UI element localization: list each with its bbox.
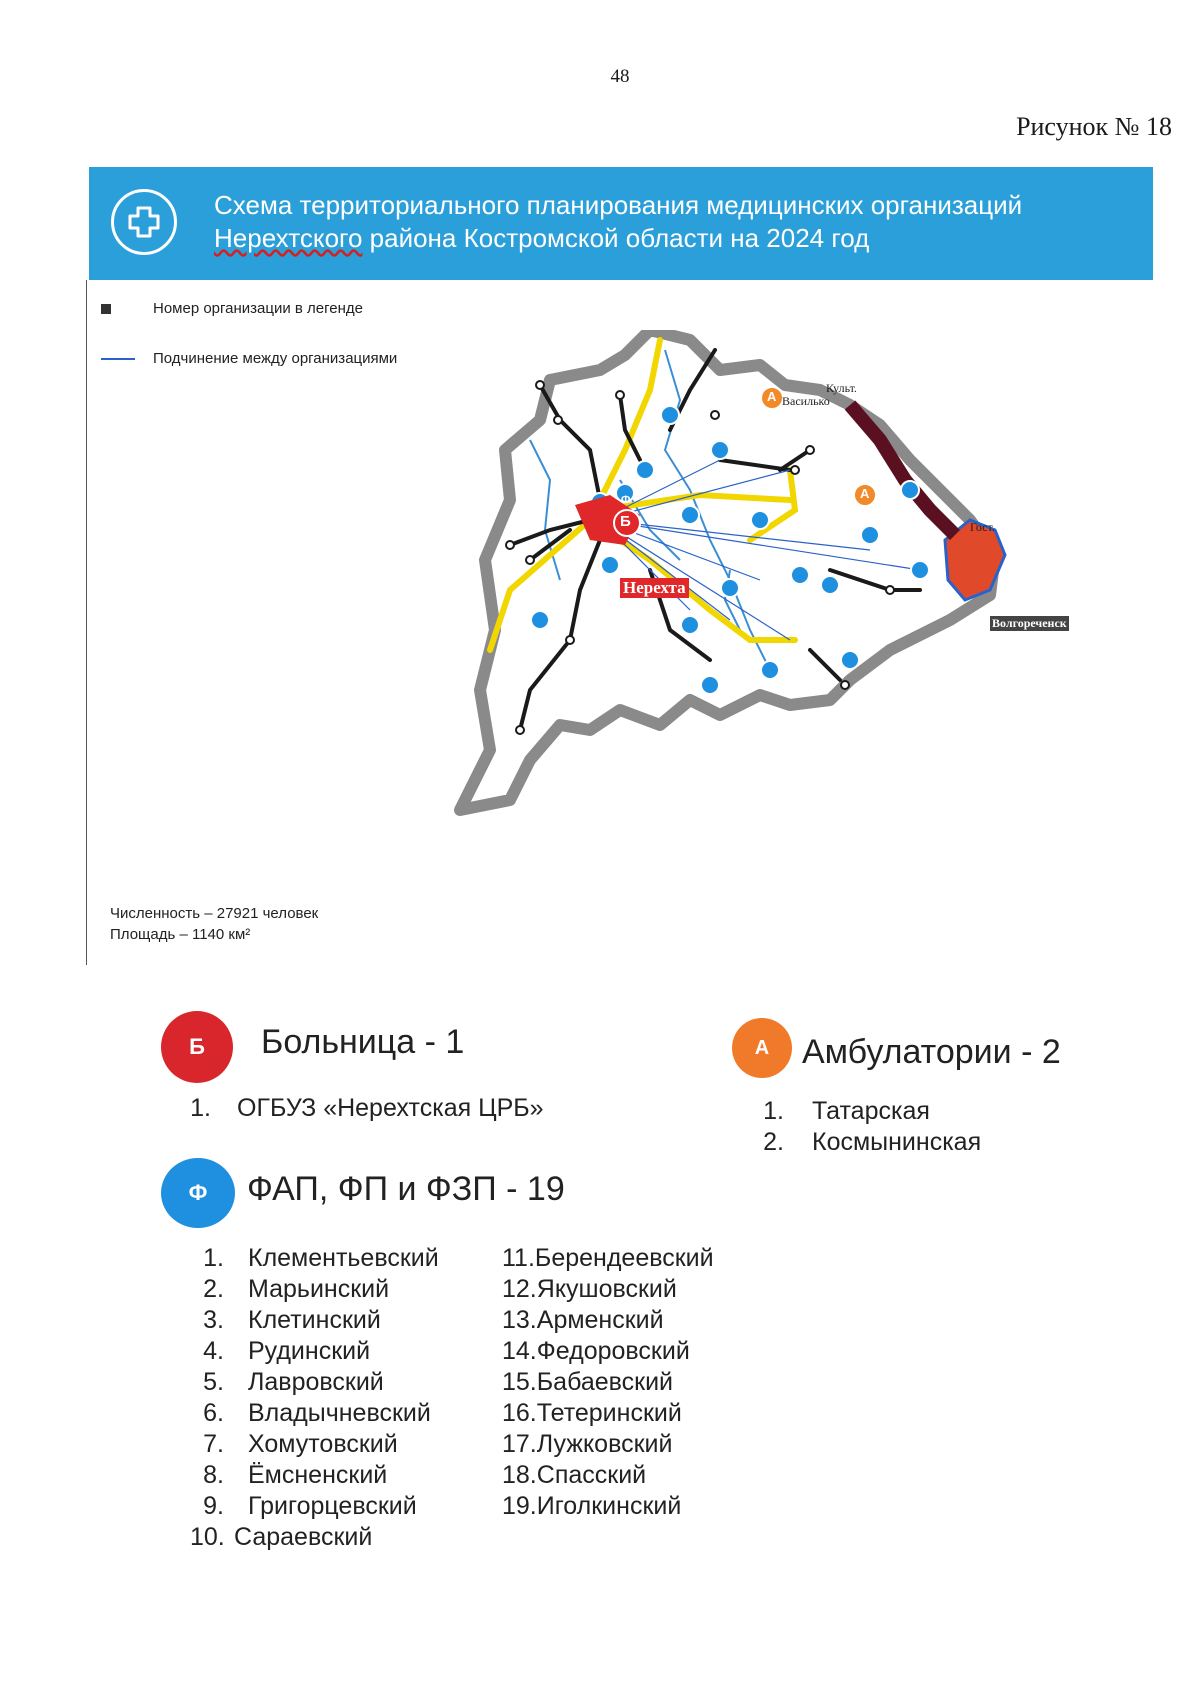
list-item (502, 1429, 714, 1460)
list-item-name: Татарская (812, 1097, 930, 1125)
list-item-name: Иголкинский (536, 1492, 682, 1520)
map-label-gost: Гост. (970, 520, 995, 534)
list-item-name: Спасский (536, 1461, 647, 1489)
list-item-name: Сараевский (234, 1523, 373, 1551)
fap-list-col1 (190, 1243, 439, 1553)
fap-marker (681, 506, 699, 524)
list-item-number: 11. (502, 1244, 535, 1272)
list-item-name: Лавровский (248, 1368, 384, 1396)
list-item (502, 1367, 714, 1398)
list-item (190, 1491, 439, 1522)
map-ambulatory-letter-2: А (860, 486, 870, 501)
fap-title: ФАП, ФП и ФЗП - 19 (247, 1170, 565, 1208)
list-item-number: 13. (502, 1306, 537, 1334)
figure-label: Рисунок № 18 (1016, 112, 1172, 141)
list-item (190, 1243, 439, 1274)
fap-marker (751, 511, 769, 529)
fap-marker (636, 461, 654, 479)
list-item-number: 9. (203, 1492, 224, 1520)
list-item (190, 1522, 439, 1553)
list-item-name: Федоровский (536, 1337, 690, 1365)
list-item-name: Бабаевский (536, 1368, 673, 1396)
list-item-name: Марьинский (248, 1275, 390, 1303)
ambulatory-badge-icon: А (732, 1018, 792, 1078)
list-item-name: Григорцевский (248, 1492, 417, 1520)
list-item-name: Лужковский (536, 1430, 673, 1458)
list-item-name: Ёмсненский (248, 1461, 388, 1489)
list-item-number: 8. (203, 1461, 224, 1489)
list-item-number: 2. (763, 1128, 784, 1156)
list-item-number: 16. (502, 1399, 537, 1427)
title-banner (89, 167, 1153, 280)
fap-marker (661, 406, 679, 424)
list-item-number: 3. (203, 1306, 224, 1334)
legend-marker-label: Номер организации в легенде (153, 300, 363, 317)
list-item-number: 1. (763, 1097, 784, 1125)
fap-marker (761, 661, 779, 679)
list-item (502, 1491, 714, 1522)
banner-title-district: Нерехтского (214, 223, 363, 253)
page-number: 48 (610, 66, 630, 87)
fap-marker (791, 566, 809, 584)
map-label-vasilkovo: Василько (782, 394, 830, 408)
map-label-volgorechensk: Волгореченск (992, 616, 1067, 630)
list-item-name: Тетеринский (536, 1399, 682, 1427)
district-map (450, 330, 1080, 840)
list-item (758, 1127, 981, 1158)
banner-title (214, 189, 1114, 255)
list-item (502, 1336, 714, 1367)
list-item-name: Якушовский (536, 1275, 677, 1303)
list-item (502, 1274, 714, 1305)
map-label-kulty: Культ. (826, 381, 857, 395)
map-fap-letter: Ф (621, 494, 631, 506)
list-item (190, 1305, 439, 1336)
list-item-number: 10. (190, 1523, 225, 1551)
fap-marker (821, 576, 839, 594)
map-label-nerekhta: Нерехта (620, 578, 689, 598)
list-item-name: Космынинская (812, 1128, 982, 1156)
hospital-badge-icon: Б (161, 1011, 233, 1083)
banner-title-rest: района Костромской области на 2024 год (362, 223, 870, 253)
list-item (502, 1398, 714, 1429)
population-text: Численность – 27921 человек (110, 905, 319, 922)
list-item-number: 19. (502, 1492, 537, 1520)
fap-marker (841, 651, 859, 669)
list-item (190, 1336, 439, 1367)
ambulatory-list (758, 1096, 981, 1158)
list-item-number: 5. (203, 1368, 224, 1396)
list-item (502, 1243, 714, 1274)
map-ambulatory-letter-1: А (767, 389, 777, 404)
medical-cross-icon (111, 189, 177, 255)
list-item (190, 1274, 439, 1305)
list-item-name: Владычневский (248, 1399, 431, 1427)
list-item-number: 12. (502, 1275, 537, 1303)
hospital-list (185, 1093, 544, 1124)
fap-marker (721, 579, 739, 597)
list-item (190, 1367, 439, 1398)
list-item-number: 14. (502, 1337, 537, 1365)
list-item (190, 1429, 439, 1460)
list-item-name: Хомутовский (248, 1430, 398, 1458)
area-text: Площадь – 1140 км² (110, 926, 251, 943)
map-hospital-letter: Б (620, 513, 631, 530)
list-item (190, 1460, 439, 1491)
list-item (190, 1398, 439, 1429)
fap-marker (681, 616, 699, 634)
list-item-number: 15. (502, 1368, 537, 1396)
list-item-name: Арменский (536, 1306, 664, 1334)
list-item-number: 2. (203, 1275, 224, 1303)
banner-title-line2 (214, 222, 1114, 255)
list-item-number: 4. (203, 1337, 224, 1365)
list-item-number: 7. (203, 1430, 224, 1458)
hospital-title: Больница - 1 (261, 1023, 465, 1061)
list-item (502, 1305, 714, 1336)
list-item-name: Рудинский (248, 1337, 371, 1365)
list-item-name: Клетинский (248, 1306, 381, 1334)
list-item-name: Берендеевский (534, 1244, 714, 1272)
frame-border (86, 280, 87, 965)
list-item (185, 1093, 544, 1124)
list-item (502, 1460, 714, 1491)
fap-marker (901, 481, 919, 499)
fap-marker (861, 526, 879, 544)
banner-title-line1: Схема территориального планирования медицинских организаций (214, 190, 1023, 220)
fap-marker (531, 611, 549, 629)
list-item-number: 17. (502, 1430, 537, 1458)
list-item-name: Клементьевский (248, 1244, 439, 1272)
fap-marker (601, 556, 619, 574)
legend-marker-icon (101, 304, 111, 314)
list-item-name: ОГБУЗ «Нерехтская ЦРБ» (237, 1094, 544, 1122)
district-stats (110, 903, 318, 945)
list-item (758, 1096, 981, 1127)
list-item-number: 18. (502, 1461, 537, 1489)
ambulatory-title: Амбулатории - 2 (802, 1033, 1061, 1071)
legend-line-label: Подчинение между организациями (153, 350, 398, 367)
list-item-number: 6. (203, 1399, 224, 1427)
legend-marker-row (101, 300, 363, 317)
list-item-number: 1. (203, 1244, 224, 1272)
legend-line-icon (101, 358, 135, 360)
fap-marker (701, 676, 719, 694)
fap-marker (711, 441, 729, 459)
list-item-number: 1. (190, 1094, 211, 1122)
fap-badge-icon: Ф (161, 1158, 235, 1228)
fap-list-col2 (502, 1243, 714, 1522)
fap-marker (911, 561, 929, 579)
legend-line-row (101, 350, 397, 367)
